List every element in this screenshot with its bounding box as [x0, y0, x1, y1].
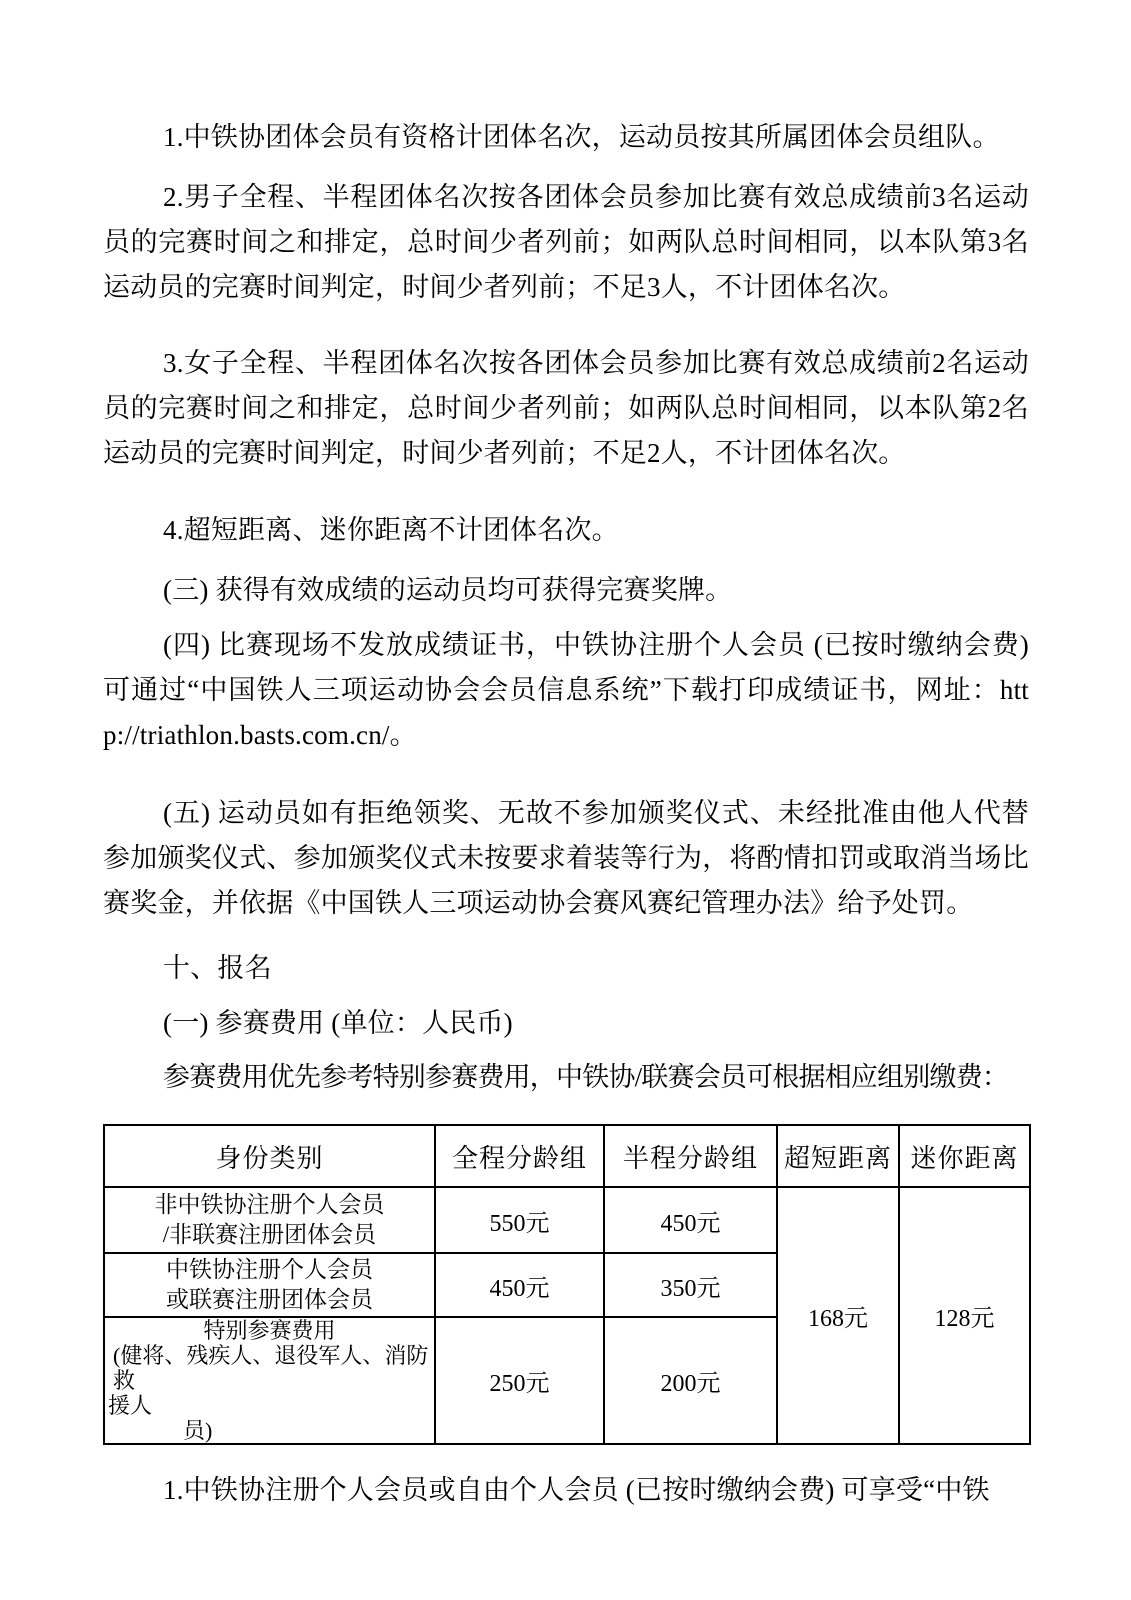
- category-member: [104, 1253, 435, 1317]
- fee-ultra-short-merged: 168元: [777, 1187, 899, 1444]
- fee-nonmember-full: 550元: [435, 1187, 604, 1253]
- fee-member-half: 350元: [604, 1253, 777, 1317]
- fee-nonmember-half: 450元: [604, 1187, 777, 1253]
- category-line: 中铁协注册个人会员: [166, 1257, 373, 1282]
- category-line: 或联赛注册团体会员: [166, 1287, 373, 1312]
- paragraph-award-penalty: (五) 运动员如有拒绝领奖、无故不参加颁奖仪式、未经批准由他人代替参加颁奖仪式、参加颁奖仪式未按要求着装等行为，将酌情扣罚或取消当场比赛奖金，并依据《中国铁人三项运动协会赛风赛纪管理办法》给予处罚。: [103, 798, 1029, 918]
- paragraph-team-ranking-men: 2.男子全程、半程团体名次按各团体会员参加比赛有效总成绩前3名运动员的完赛时间之和排定，总时间少者列前；如两队总时间相同，以本队第3名运动员的完赛时间判定，时间少者列前；不足3人，不计团体名次。: [103, 182, 1029, 302]
- section-heading-registration: 十、报名: [163, 953, 272, 983]
- fee-table: [103, 1124, 1031, 1445]
- fee-special-half: 200元: [604, 1317, 777, 1444]
- paragraph-team-ranking-women: 3.女子全程、半程团体名次按各团体会员参加比赛有效总成绩前2名运动员的完赛时间之和排定，总时间少者列前；如两队总时间相同，以本队第2名运动员的完赛时间判定，时间少者列前；不足2人，不计团体名次。: [103, 348, 1029, 468]
- paragraph-team-ranking-1: 1.中铁协团体会员有资格计团体名次，运动员按其所属团体会员组队。: [163, 122, 1000, 152]
- header-ultra-short-distance: 超短距离: [777, 1125, 899, 1187]
- table-intro-text: 参赛费用优先参考特别参赛费用，中铁协/联赛会员可根据相应组别缴费：: [163, 1062, 1009, 1092]
- fee-member-full: 450元: [435, 1253, 604, 1317]
- category-line: 特别参赛费用: [203, 1318, 336, 1343]
- header-full-course-age-group: 全程分龄组: [435, 1125, 604, 1187]
- category-line: 非中铁协注册个人会员: [154, 1192, 385, 1217]
- header-identity-category: 身份类别: [104, 1125, 435, 1187]
- paragraph-team-ranking-short: 4.超短距离、迷你距离不计团体名次。: [163, 515, 619, 545]
- category-special: [104, 1317, 435, 1444]
- fee-mini-merged: 128元: [899, 1187, 1030, 1444]
- header-half-course-age-group: 半程分龄组: [604, 1125, 777, 1187]
- category-line: 援人: [108, 1393, 153, 1418]
- fee-special-full: 250元: [435, 1317, 604, 1444]
- paragraph-medal: (三) 获得有效成绩的运动员均可获得完赛奖牌。: [163, 575, 733, 605]
- document-content: [0, 115, 1131, 1513]
- category-line: (健将、残疾人、退役军人、消防救: [113, 1343, 429, 1393]
- category-nonmember: [104, 1187, 435, 1253]
- paragraph-member-benefit: 1.中铁协注册个人会员或自由个人会员 (已按时缴纳会费) 可享受“中铁: [163, 1475, 990, 1505]
- header-mini-distance: 迷你距离: [899, 1125, 1030, 1187]
- category-line: /非联赛注册团体会员: [162, 1222, 377, 1247]
- paragraph-certificate: (四) 比赛现场不发放成绩证书，中铁协注册个人会员 (已按时缴纳会费) 可通过“中国铁人三项运动协会会员信息系统”下载打印成绩证书，网址：http://triathlon.basts.com.cn/。: [103, 630, 1029, 750]
- subheading-entry-fee: (一) 参赛费用 (单位：人民币): [163, 1008, 513, 1038]
- category-line: 员): [183, 1418, 213, 1443]
- fee-table-row-nonmember: [104, 1187, 1030, 1253]
- fee-table-header-row: [104, 1125, 1030, 1187]
